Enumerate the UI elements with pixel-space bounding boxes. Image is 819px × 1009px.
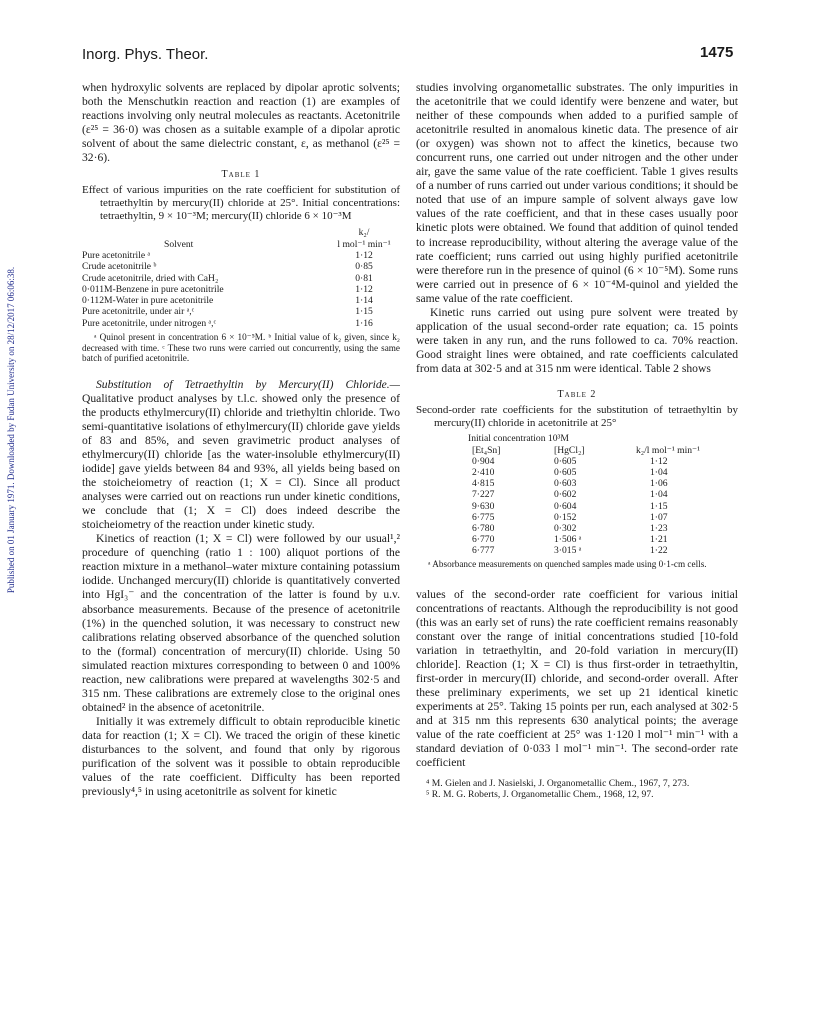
- table-header-et4sn: [Et₄Sn]: [472, 445, 501, 457]
- table-cell: 1·22: [650, 544, 668, 556]
- table-cell: 6·770: [472, 533, 495, 545]
- table-cell: Crude acetonitrile, dried with CaH₂: [82, 272, 219, 284]
- table-cell: 6·777: [472, 544, 495, 556]
- table-row: [82, 250, 400, 261]
- table-2-footnote: ᵃ Absorbance measurements on quenched samples made using 0·1-cm cells.: [428, 558, 707, 569]
- table-1-caption: Table 1: [221, 169, 261, 181]
- table-2-description: Second-order rate coefficients for the substitution of tetraethyltin by mercury(II) chloride in acetonitrile at 25°: [416, 404, 738, 430]
- paragraph: when hydroxylic solvents are replaced by dipolar aprotic solvents; both the Menschutkin reaction and reaction (1) are examples of reactions involving only neutral molecules as reactants. Acetonitrile (ε²⁵ = 36·0) was chosen as a suitable example of a dipolar aprotic solvent of about the same dielectric constant, ε, as methanol (ε²⁵ = 32·6).: [82, 81, 400, 165]
- table-cell: 0·152: [554, 511, 577, 523]
- table-row: [82, 273, 400, 284]
- paragraph: studies involving organometallic substrates. The only impurities in the acetonitrile that we could identify were benzene and water, but neither of these compounds when added to a purified sample of acetonitrile resulted in anomalous kinetic data. The presence of air (or oxygen) was shown not to affect the kinetics, because two concurrent runs, one carried out under nitrogen and the other under air, gave the same value of the rate coefficient. Table 1 gives results of a number of runs carried out under various conditions; it should be noted that use of an impure sample of solvent always gave low values of the rate coefficient, and that in these cases usually poor kinetic plots were obtained. We found that addition of quinol tended to increase reproducibility, without altering the average value of the rate coefficient; runs carried out using highly purified acetonitrile were therefore run in the presence of quinol (6 × 10⁻⁵M). Some runs were carried out in presence of 6 × 10⁻⁴M-quinol and yielded the same value of the rate coefficient.: [416, 81, 738, 305]
- table-header-k: k₂/: [358, 227, 370, 239]
- table-header-solvent: Solvent: [164, 238, 194, 250]
- table-cell: 4·815: [472, 478, 495, 490]
- paragraph: Kinetic runs carried out using pure solvent were treated by application of the usual second-order rate equation; ca. 15 points were taken in any run, and the runs followed to ca. 70% reaction. Good straight lines were obtained, and rate coefficients calculated from data at 302·5 and at 315 nm were identical. Table 2 shows: [416, 305, 738, 375]
- table-cell: 1·12: [355, 249, 373, 261]
- table-row: [472, 523, 710, 534]
- table-cell: 1·15: [355, 306, 373, 318]
- paragraph-text: Qualitative product analyses by t.l.c. showed only the presence of the products ethylmercury(II) chloride and triethyltin chloride. Two semi-quantitative isolations of ethylmercury(II) chloride gave yields of 83 and 85%, and seven gravimetric product analyses of ethylmercury(II) chloride [as the water-insoluble ethylmercury(II) iodide] gave yields between 84 and 93%, all yields being based on the stoicheiometry of reaction (1; X = Cl). Since all product analyses were carried out on reactions run under kinetic conditions, we conclude that (1; X = Cl) does indeed describe the stoicheiometry of the reaction under kinetic study.: [82, 391, 400, 532]
- paragraph: Kinetics of reaction (1; X = Cl) were followed by our usual¹,² procedure of quenching (ratio 1 : 100) aliquot portions of the reaction mixture in a methanol–water mixture containing potassium iodide. Unchanged mercury(II) chloride is quantitatively converted into HgI₃⁻ and the concentration of the latter is found by u.v. absorbance measurements. Because of the presence of acetonitrile (1%) in the quenched solution, it was necessary to construct new calibrations relating observed absorbance of the quenched solution to the (formal) concentration of mercury(II) chloride. Using 50 simulated reaction mixtures corresponding to between 0 and 100% reaction, new calibrations were prepared at wavelengths 302·5 and 315 nm. These calibrations are extremely close to the original ones obtained² in the absence of acetonitrile.: [82, 532, 400, 714]
- table-cell: 1·04: [650, 467, 668, 479]
- table-2: [472, 445, 710, 556]
- table-cell: 0·904: [472, 456, 495, 468]
- table-cell: 1·12: [355, 283, 373, 295]
- table-header-hgcl2: [HgCl₂]: [554, 445, 585, 457]
- table-row: [82, 261, 400, 272]
- table-1: [82, 227, 400, 329]
- references: [416, 778, 738, 800]
- table-cell: 3·015 ᵃ: [554, 544, 582, 556]
- table-cell: 0·81: [355, 272, 373, 284]
- table-row: [472, 489, 710, 500]
- table-1-description: Effect of various impurities on the rate coefficient for substitution of tetraethyltin by mercury(II) chloride at 25°. Initial concentrations: tetraethyltin, 9 × 10⁻³M; mercury(II) chloride 6 × 10⁻³M: [82, 184, 400, 223]
- table-row: [472, 456, 710, 467]
- right-column: [416, 81, 738, 800]
- table-cell: 1·04: [650, 489, 668, 501]
- table-cell: 1·14: [355, 295, 373, 307]
- table-cell: 7·227: [472, 489, 495, 501]
- table-cell: 1·23: [650, 522, 668, 534]
- table-row: [82, 295, 400, 306]
- table-row: [82, 306, 400, 317]
- table-cell: 9·630: [472, 500, 495, 512]
- table-cell: 2·410: [472, 467, 495, 479]
- table-row: [472, 478, 710, 489]
- table-row: [472, 501, 710, 512]
- table-cell: 1·506 ᵃ: [554, 533, 582, 545]
- table-cell: 0·605: [554, 456, 577, 468]
- table-cell: 0·602: [554, 489, 577, 501]
- reference-item: ⁴ M. Gielen and J. Nasielski, J. Organometallic Chem., 1967, 7, 273.: [426, 778, 690, 790]
- table-cell: 6·780: [472, 522, 495, 534]
- table-header-row: [82, 239, 400, 250]
- table-cell: 0·603: [554, 478, 577, 490]
- table-cell: 0·011M-Benzene in pure acetonitrile: [82, 283, 224, 295]
- table-cell: 1·06: [650, 478, 668, 490]
- table-cell: Crude acetonitrile ᵇ: [82, 261, 157, 273]
- table-cell: 1·07: [650, 511, 668, 523]
- table-header-row: [82, 227, 400, 238]
- paragraph: Initially it was extremely difficult to obtain reproducible kinetic data for reaction (1; X = Cl). We traced the origin of these kinetic disturbances to the solvent, and found that only by rigorous purification of the solvent was it possible to obtain reproducible values of the rate coefficient. Difficulty has been reported previously⁴,⁵ in using acetonitrile as solvent for kinetic: [82, 714, 400, 799]
- table-cell: 6·775: [472, 511, 495, 523]
- section-heading: Substitution of Tetraethyltin by Mercury(II) Chloride.—: [96, 377, 400, 391]
- table-cell: 0·85: [355, 261, 373, 273]
- table-cell: 1·15: [650, 500, 668, 512]
- paragraph: [82, 378, 400, 533]
- table-cell: 0·302: [554, 522, 577, 534]
- journal-header: Inorg. Phys. Theor.: [82, 46, 209, 63]
- table-row: [82, 284, 400, 295]
- table-cell: Pure acetonitrile, under air ᵃ,ᶜ: [82, 306, 195, 318]
- table-cell: 0·112M-Water in pure acetonitrile: [82, 295, 214, 307]
- table-cell: 1·21: [650, 533, 668, 545]
- table-cell: 1·16: [355, 317, 373, 329]
- table-2-subheader: Initial concentration 10³M: [468, 433, 569, 445]
- table-cell: 1·12: [650, 456, 668, 468]
- download-watermark-text: Published on 01 January 1971. Downloaded by Fudan University on 28/12/2017 06:06:38.: [6, 266, 16, 594]
- download-watermark: [2, 150, 20, 710]
- page-number: 1475: [700, 44, 734, 61]
- table-2-caption: Table 2: [557, 388, 597, 400]
- table-row: [472, 534, 710, 545]
- table-header-k-units: l mol⁻¹ min⁻¹: [337, 238, 391, 250]
- table-cell: Pure acetonitrile ᵃ: [82, 249, 151, 261]
- table-row: [472, 545, 710, 556]
- table-row: [472, 512, 710, 523]
- left-column: [82, 81, 400, 799]
- table-cell: Pure acetonitrile, under nitrogen ᵃ,ᶜ: [82, 317, 217, 329]
- table-cell: 0·605: [554, 467, 577, 479]
- table-row: [472, 467, 710, 478]
- reference-item: ⁵ R. M. G. Roberts, J. Organometallic Chem., 1968, 12, 97.: [426, 789, 654, 801]
- table-row: [82, 318, 400, 329]
- table-1-footnote: ᵃ Quinol present in concentration 6 × 10⁻⁵M. ᵇ Initial value of k₂ given, since k₂ decreased with time. ᶜ These two runs were carried out concurrently, using the same batch of purified acetonitrile.: [82, 332, 400, 364]
- paragraph: values of the second-order rate coefficient for various initial concentrations of reactants. Although the reproducibility is not good (this was an early set of runs) the rate coefficient remains reasonably constant over the range of initial concentrations studied [10-fold variation in tetraethyltin, and 20-fold variation in mercury(II) chloride]. Reaction (1; X = Cl) is thus first-order in tetraethyltin, first-order in mercury(II) chloride, and second-order overall. After these preliminary experiments, we set up 21 identical kinetic experiments at 25°. Taking 15 points per run, each analysed at 302·5 and at 315 nm this represents 630 analytical points; the average value of the rate coefficient at 25° was 1·120 l mol⁻¹ min⁻¹ with a standard deviation of 0·033 l mol⁻¹ min⁻¹. The second-order rate coefficient: [416, 587, 738, 770]
- table-header-row: [472, 445, 710, 456]
- table-header-k2: k₂/l mol⁻¹ min⁻¹: [636, 445, 700, 457]
- table-cell: 0·604: [554, 500, 577, 512]
